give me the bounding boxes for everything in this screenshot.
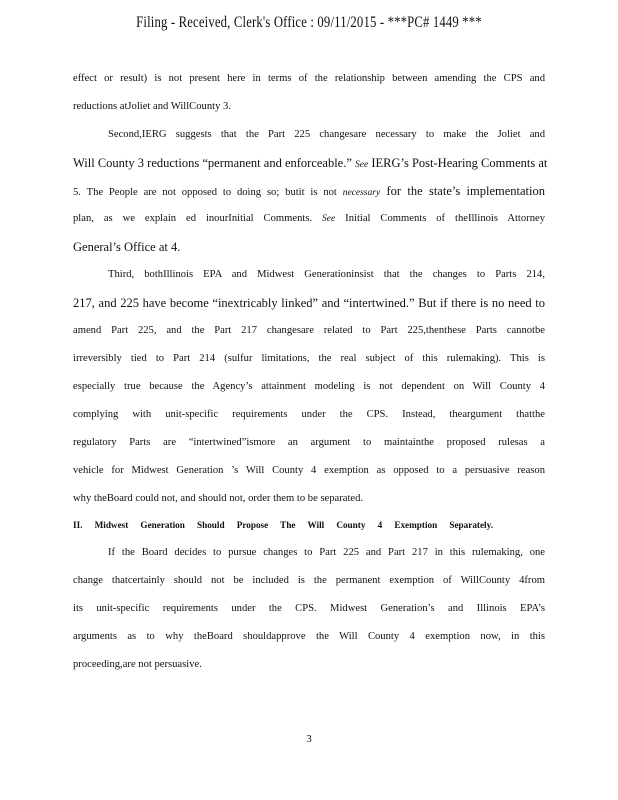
text-line: complying with unit-specific requirements under the CPS. Instead, theargument thatthe — [73, 409, 545, 420]
text-line: regulatory Parts are “intertwined”ismore an argument to maintainthe proposed rulesas a — [73, 437, 545, 448]
filing-header: Filing - Received, Clerk's Office : 09/11/2015 - ***PC# 1449 *** — [136, 14, 482, 31]
section-heading: II. Midwest Generation Should Propose The Will County 4 Exemption Separately. — [73, 520, 493, 530]
text-line: why theBoard could not, and should not, order them to be separated. — [73, 493, 364, 504]
text-line: 217, and 225 have become “inextricably linked” and “intertwined.” But if there is no need to — [73, 296, 545, 310]
text-line: amend Part 225, and the Part 217 changesare related to Part 225,thenthese Parts cannotbe — [73, 325, 545, 336]
paragraph-start-line: Third, bothIllinois EPA and Midwest Generationinsist that the changes to Parts 214, — [108, 269, 545, 280]
text-line: reductions atJoliet and WillCounty 3. — [73, 101, 231, 112]
page-number: 3 — [306, 733, 312, 745]
text-line: proceeding,are not persuasive. — [73, 659, 202, 670]
text-line: 5. The People are not opposed to doing so; butit is not necessary for the state’s implementation — [73, 184, 545, 198]
paragraph-start-line: Second,IERG suggests that the Part 225 changesare necessary to make the Joliet and — [108, 129, 545, 140]
text-line: irreversibly tied to Part 214 (sulfur limitations, the real subject of this rulemaking). This is — [73, 353, 545, 364]
text-line: effect or result) is not present here in terms of the relationship between amending the CPS and — [73, 73, 545, 84]
text-line: Will County 3 reductions “permanent and enforceable.” See IERG’s Post-Hearing Comments at — [73, 156, 548, 170]
text-line: its unit-specific requirements under the CPS. Midwest Generation’s and Illinois EPA’s — [73, 603, 545, 614]
text-line: vehicle for Midwest Generation ’s Will County 4 exemption as opposed to a persuasive reason — [73, 465, 545, 476]
paragraph-start-line: If the Board decides to pursue changes to Part 225 and Part 217 in this rulemaking, one — [108, 547, 545, 558]
text-line: especially true because the Agency’s attainment modeling is not dependent on Will County 4 — [73, 381, 545, 392]
text-line: arguments as to why theBoard shouldapprove the Will County 4 exemption now, in this — [73, 631, 545, 642]
text-line: General’s Office at 4. — [73, 240, 181, 254]
text-line: change thatcertainly should not be included is the permanent exemption of WillCounty 4from — [73, 575, 545, 586]
text-line: plan, as we explain ed inourInitial Comments. See Initial Comments of theIllinois Attorney — [73, 213, 545, 224]
